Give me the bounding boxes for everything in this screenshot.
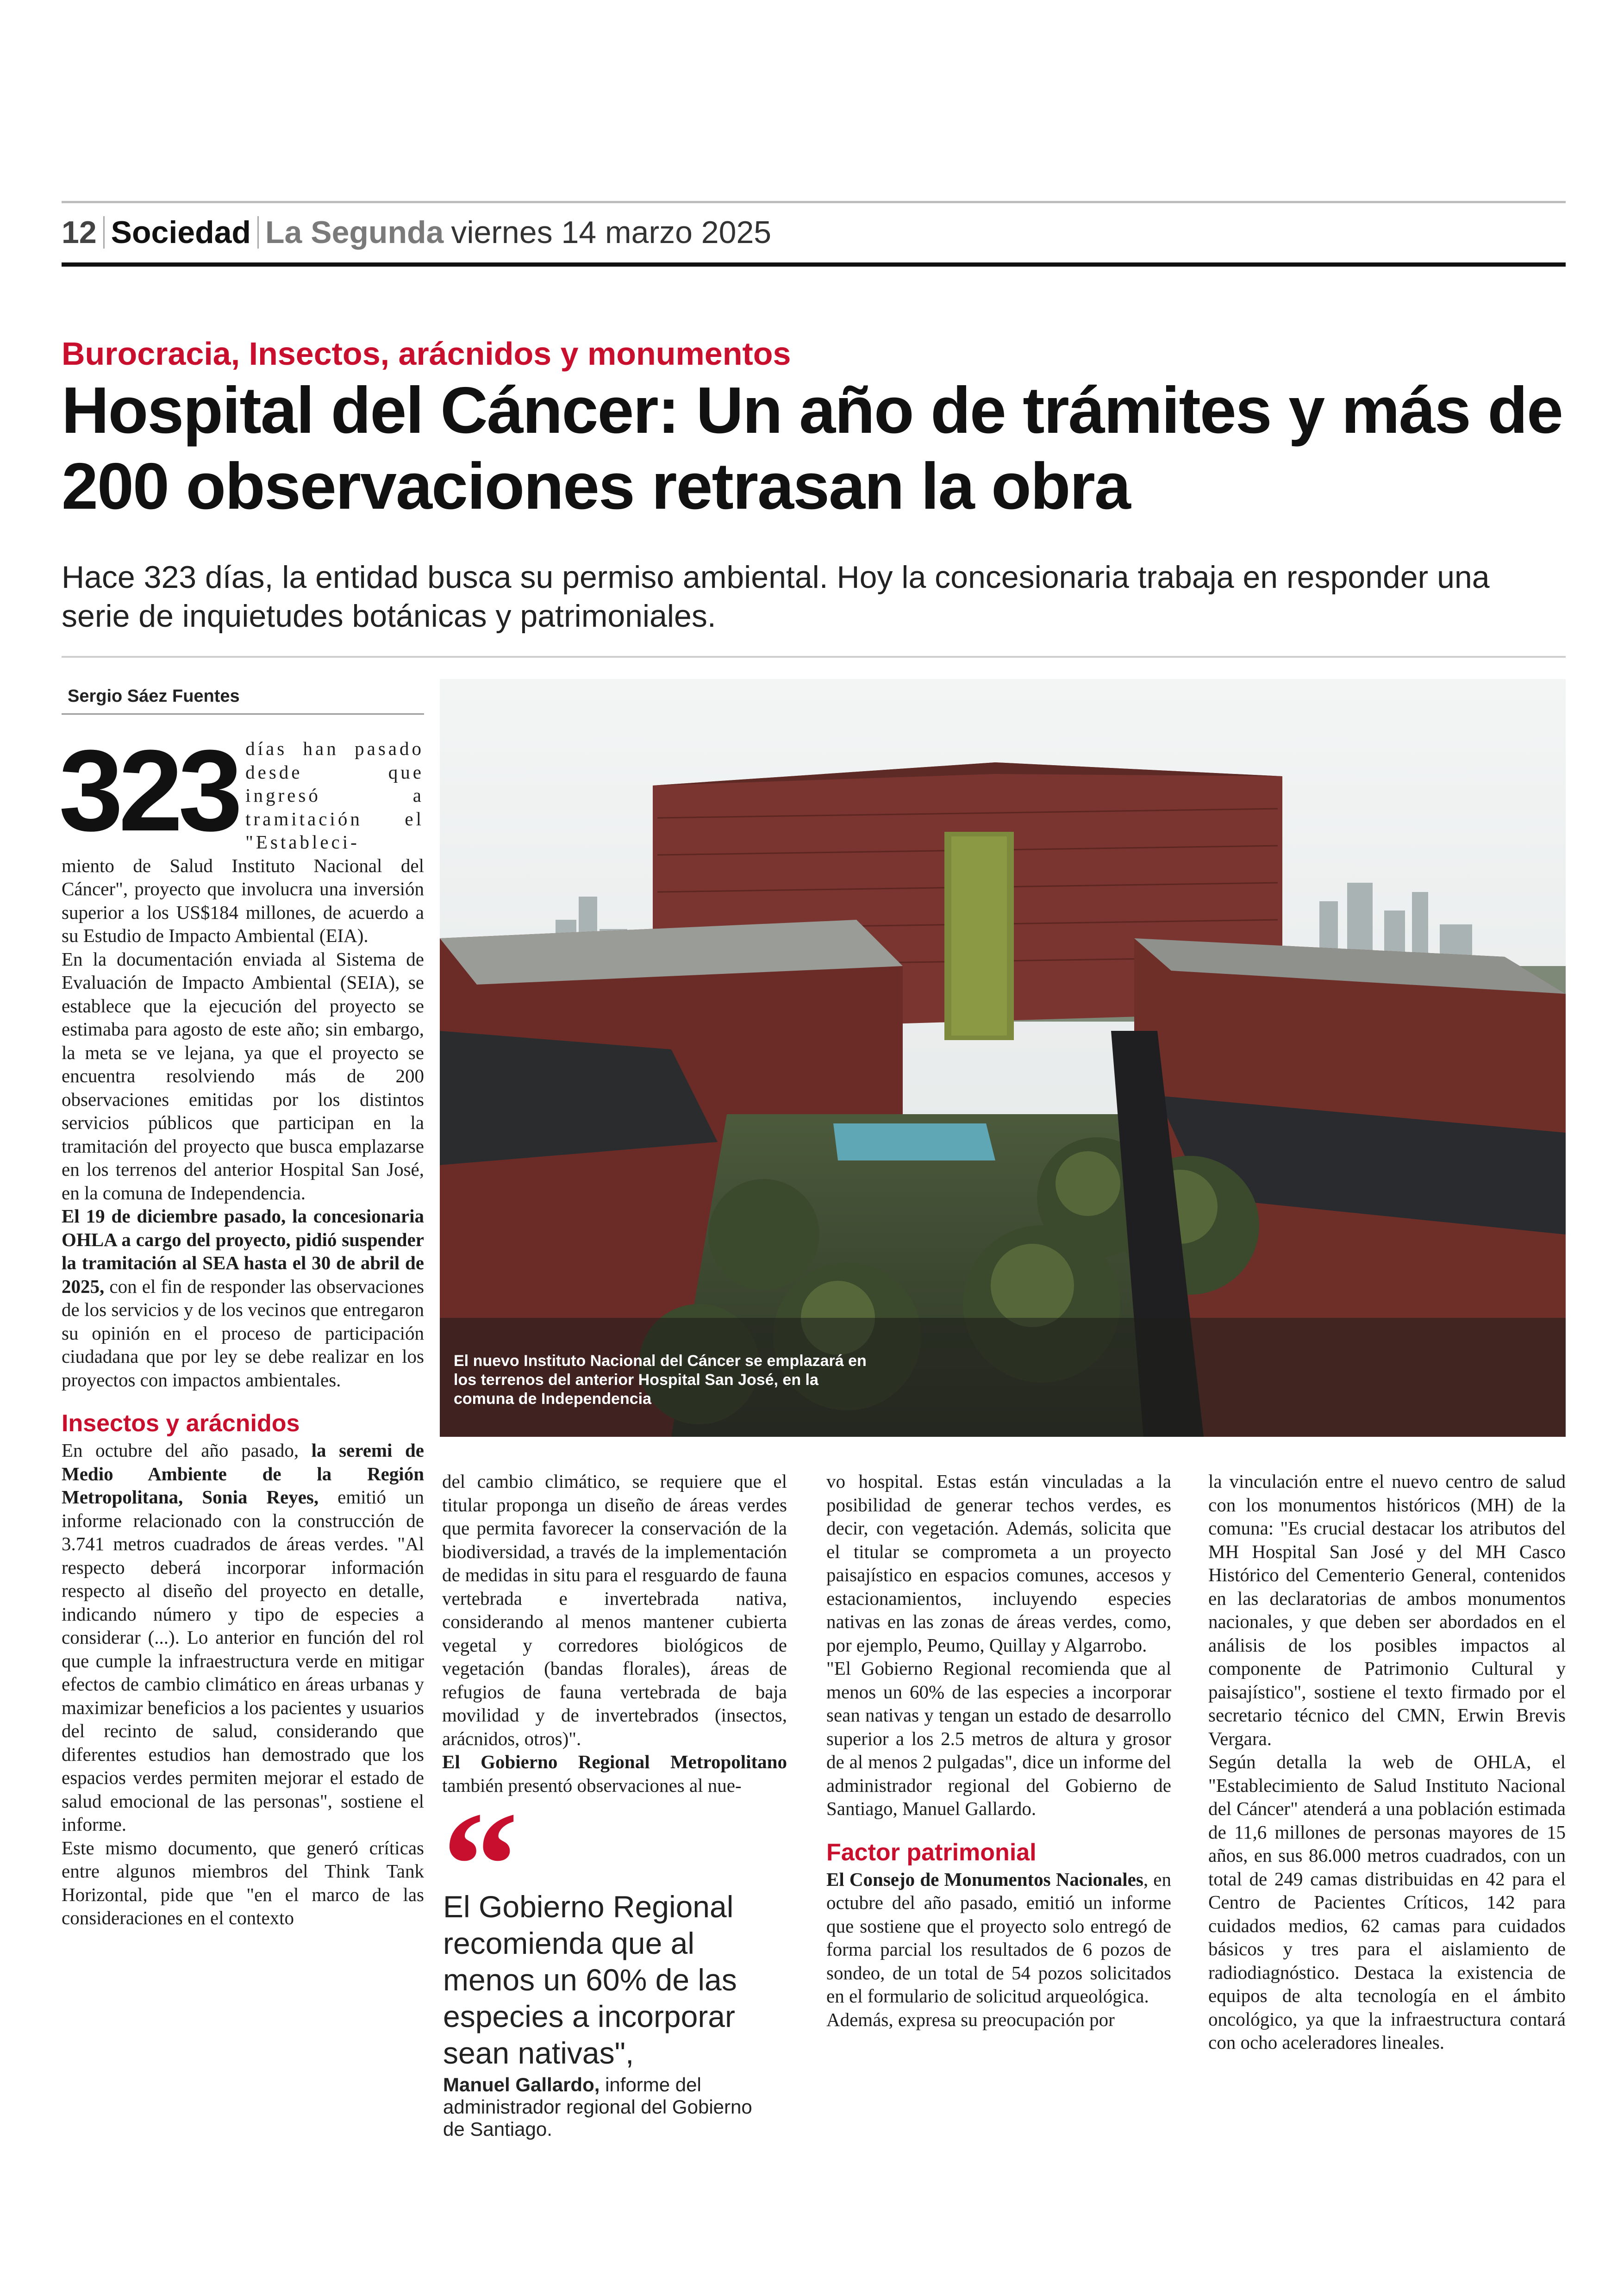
masthead-divider: [257, 216, 259, 249]
page-number: 12: [62, 215, 97, 250]
column-4: [1208, 1470, 1566, 2054]
hospital-rendering-photo: [440, 679, 1566, 1437]
paragraph: [826, 1868, 1171, 2008]
masthead-top-rule: [62, 201, 1566, 203]
paragraph: Además, expresa su preocupación por: [826, 2008, 1115, 2030]
column-3: [826, 1470, 1171, 2031]
masthead: [62, 209, 771, 256]
masthead-bottom-rule: [62, 262, 1566, 267]
paragraph: [62, 1439, 424, 1836]
big-number: 323: [59, 726, 238, 855]
paragraph: vo hospital. Estas están vinculadas a la posibilidad de generar techos verdes, es decir, con vegetación. Además, solicita que el titular se comprometa a un proyecto paisajístico en espacios comunes, accesos y estacionamientos, incluyendo especies nativas en las zonas de áreas verdes, como, por ejemplo, Peumo, Quillay y Algarrobo.: [826, 1471, 1171, 1656]
paragraph: Este mismo documento, que generó críticas entre algunos miembros del Think Tank Horizontal, pide que "en el marco de las consideraciones en el contexto: [62, 1837, 424, 1928]
pull-quote-role: informe del administrador regional del Gobierno de Santiago.: [443, 2074, 752, 2140]
paragraph-text: emitió un informe relacionado con la construcción de 3.741 metros cuadrados de áreas verdes. "Al respecto deberá incorporar información respecto al diseño del proyecto en detalle, indicando número y tipo de especies a considerar (...). Lo anterior en función del rol que cumple la infraestructura verde en mitigar efectos de cambio climático en áreas urbanas y maximizar beneficios a los pacientes y usuarios del recinto de salud, considerando que diferentes estudios han demostrado que los espacios verdes permiten mejorar el estado de salud emocional de las personas", sostiene el informe.: [62, 1486, 424, 1835]
paragraph: miento de Salud Instituto Nacional del Cáncer", proyecto que involucra una inversión superior a los US$184 millones, de acuerdo a su Estudio de Impacto Ambiental (EIA).: [62, 854, 424, 946]
section-name: Sociedad: [111, 215, 251, 250]
subhead-patrimonial: Factor patrimonial: [826, 1839, 1037, 1866]
byline-rule: [62, 713, 424, 715]
bold-lead: El 19 de diciembre pasado, la concesionaria OHLA a cargo del proyecto, pidió suspender la tramitación al SEA hasta el 30 de abril de 2025,: [62, 1205, 424, 1297]
paragraph: "El Gobierno Regional recomienda que al menos un 60% de las especies a incorporar sean nativas y tengan un estado de desarrollo superior a los 2.5 metros de altura y grosor de al menos 2 pulgadas", dice un informe del administrador regional del Gobierno de Santiago, Manuel Gallardo.: [826, 1658, 1171, 1819]
paragraph: [62, 1204, 424, 1391]
paragraph-text: , en octubre del año pasado, emitió un informe que sostiene que el proyecto solo entregó de forma parcial los resultados de 6 pozos de sondeo, de un total de 54 pozos solicitados en el formulario de solicitud arqueológica.: [826, 1868, 1171, 2007]
paragraph: Según detalla la web de OHLA, el "Establecimiento de Salud Instituto Nacional del Cáncer" atenderá a una población estimada de 11,6 millones de personas mayores de 15 años, en sus 86.000 metros cuadrados, con un total de 249 camas distribuidas en 42 para el Centro de Pacientes Críticos, 142 para cuidados medios, 62 camas para cuidados básicos y tres para el aislamiento de radiodiagnóstico. Destaca la existencia de equipos de alta tecnología en el ámbito oncológico, ya que la infraestructura contará con ocho aceleradores lineales.: [1208, 1751, 1566, 2053]
lead-text: días han pasado desde que ingresó a tramitación el "Estableci-: [245, 738, 424, 853]
pull-quote-attribution: [443, 2074, 776, 2140]
pull-quote-author: Manuel Gallardo,: [443, 2074, 600, 2095]
byline: Sergio Sáez Fuentes: [68, 686, 240, 706]
column-2: [442, 1470, 787, 1797]
kicker: Burocracia, Insectos, arácnidos y monumentos: [62, 336, 791, 372]
deck: Hace 323 días, la entidad busca su permiso ambiental. Hoy la concesionaria trabaja en responder una serie de inquietudes botánicas y patrimoniales.: [62, 560, 1490, 634]
paragraph: la vinculación entre el nuevo centro de salud con los monumentos históricos (MH) de la comuna: "Es crucial destacar los atributos del MH Hospital San José y del MH Casco Histórico del Cementerio General, contenidos en las declaratorias de ambos monumentos nacionales, y que deben ser abordados en el análisis de los posibles impactos al componente de Patrimonio Cultural y paisajístico", sostiene el texto firmado por el secretario técnico del CMN, Erwin Brevis Vergara.: [1208, 1471, 1566, 1749]
pool: [833, 1123, 995, 1160]
quote-mark-icon: “: [442, 1781, 518, 1950]
column-1: [59, 726, 424, 1930]
paragraph-text: En octubre del año pasado,: [62, 1440, 312, 1461]
photo-caption: El nuevo Instituto Nacional del Cáncer se emplazará en los terrenos del anterior Hospital San José, en la comuna de Independencia: [454, 1352, 867, 1408]
masthead-divider: [103, 216, 105, 249]
headline: Hospital del Cáncer: Un año de trámites y más de 200 observaciones retrasan la obra: [62, 374, 1562, 523]
pull-quote-text: El Gobierno Regional recomienda que al menos un 60% de las especies a incorporar sean nativas",: [443, 1890, 737, 2070]
paragraph: En la documentación enviada al Sistema de Evaluación de Impacto Ambiental (SEIA), se establece que la ejecución del proyecto se estimaba para agosto de este año; sin embargo, la meta se ve lejana, ya que el proyecto se encuentra resolviendo más de 200 observaciones emitidas por los distintos servicios públicos que participan en la tramitación del proyecto que busca emplazarse en los terrenos del anterior Hospital San José, en la comuna de Independencia.: [62, 948, 424, 1204]
bold-lead: El Consejo de Monumentos Nacionales: [826, 1868, 1143, 1890]
lead-paragraph: [59, 726, 424, 855]
bold-lead: El Gobierno Regional Metropolitano: [442, 1751, 787, 1772]
subhead-insectos: Insectos y arácnidos: [62, 1410, 300, 1437]
pull-quote: [443, 1889, 776, 2071]
paragraph-text: también presentó observaciones al nue-: [442, 1774, 742, 1796]
paragraph-text: con el fin de responder las observaciones de los servicios y de los vecinos que entregaron su opinión en el proceso de participación ciudadana que por ley se debe realizar en los proyectos con impactos ambientales.: [62, 1275, 424, 1391]
paragraph: del cambio climático, se requiere que el titular proponga un diseño de áreas verdes que permita favorecer la conservación de la biodiversidad, a través de la implementación de medidas in situ para el resguardo de fauna vertebrada e invertebrada nativa, considerando al menos mantener cubierta vegetal y corredores biológicos de vegetación (bandas florales), áreas de refugios de fauna vertebrada de baja movilidad y de invertebrados (insectos, arácnidos, otros)".: [442, 1471, 787, 1749]
publication-date: viernes 14 marzo 2025: [451, 215, 772, 250]
bold-lead: la seremi de Medio Ambiente de la Región Metropolitana, Sonia Reyes,: [62, 1440, 424, 1508]
deck-rule: [62, 656, 1566, 658]
newspaper-name: La Segunda: [265, 215, 444, 250]
